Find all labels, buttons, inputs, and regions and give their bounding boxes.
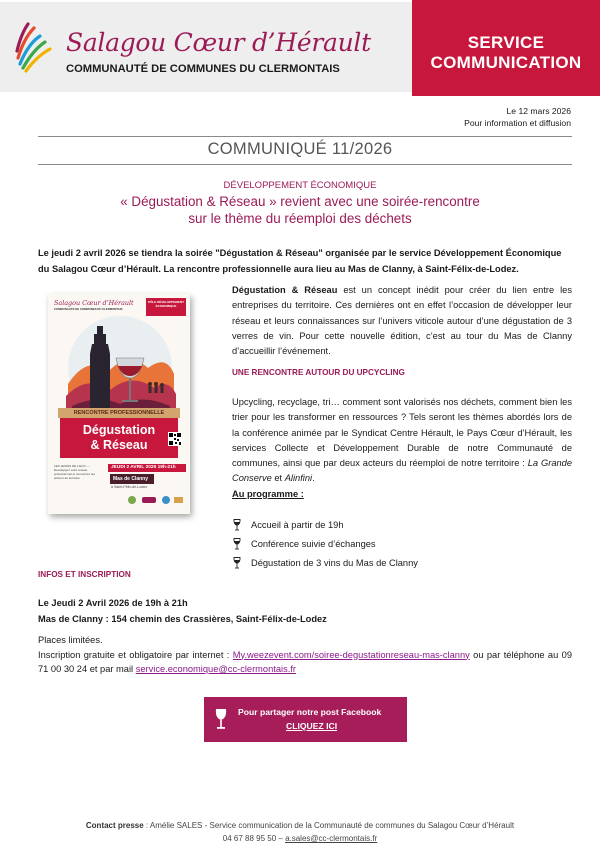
wine-glass-icon [232,538,242,550]
section-label: DÉVELOPPEMENT ÉCONOMIQUE [223,180,377,191]
list-item [232,515,572,534]
program-title: Au programme : [232,489,304,499]
press-contact-mail-link[interactable]: a.sales@cc-clermontais.fr [285,834,378,843]
service-line-1: SERVICE [467,33,545,52]
program-item-label: Conférence suivie d’échanges [251,538,376,549]
infos-heading: INFOS ET INSCRIPTION [38,570,131,579]
date-block [464,105,571,129]
infos-when-where [38,596,327,627]
places-limited: Places limitées. [38,635,103,645]
wine-glass-icon [232,519,242,531]
registration-link[interactable]: My.weezevent.com/soiree-degustationreseau-mas-clanny [232,649,470,660]
event-datetime: Le Jeudi 2 Avril 2026 de 19h à 21h [38,598,188,608]
registration-phone: ou par téléphone au 09 71 00 30 24 et par mail [38,649,572,674]
wine-glass-icon [232,557,242,569]
intro-paragraph: Le jeudi 2 avril 2026 se tiendra la soirée "Dégustation & Réseau" organisée par le service Développement Économique du Salagou Cœur d’Hérault. La rencontre professionnelle aura lieu au Mas de Clanny, à Saint-Félix-de-Lodez. [38,248,562,274]
upcycling-heading: UNE RENCONTRE AUTOUR DU UPCYCLING [232,368,405,377]
partner-and: et [271,473,285,484]
headline [0,193,600,227]
sponsor-logos [124,494,184,506]
press-contact-label: Contact presse [85,821,144,830]
logo [14,18,414,82]
title-rule-top [38,136,572,137]
poster-title-line-2: & Réseau [90,438,148,452]
logo-rays-icon [14,18,70,74]
poster-place: Mas de Clanny [110,474,154,484]
date-line: Le 12 mars 2026 [506,106,571,116]
paragraph-end: . [312,473,315,484]
program-item-label: Accueil à partir de 19h [251,519,344,530]
facebook-share-button[interactable] [204,697,407,742]
event-poster [48,294,190,514]
facebook-button-label: Pour partager notre post Facebook [238,707,382,717]
poster-logo-subtitle: COMMUNAUTÉ DE COMMUNES DU CLERMONTAIS [54,307,123,311]
press-contact [0,819,600,832]
poster-title-line-1: Dégustation [82,423,156,437]
diffusion-line: Pour information et diffusion [464,118,571,128]
page-footer [0,819,600,845]
partner-2: Alinfini [284,473,313,484]
page-title: COMMUNIQUÉ 11/2026 [207,140,393,158]
headline-line-2: sur le thème du réemploi des déchets [188,211,412,226]
service-badge [412,0,600,96]
program-list [232,515,572,572]
description-paragraph [232,283,572,359]
registration-mail-link[interactable]: service.economique@cc-clermontais.fr [135,664,296,674]
upcycling-paragraph [232,395,572,487]
press-contact-text: : Amélie SALES - Service communication de la Communauté de communes du Salagou Cœur d’Hérault [143,821,515,830]
event-address: Mas de Clanny : 154 chemin des Crassières, Saint-Félix-de-Lodez [38,613,327,624]
poster-logo: Salagou Cœur d’Hérault [54,299,134,307]
headline-line-1: « Dégustation & Réseau » revient avec une soirée-rencontre [120,194,480,209]
service-line-2: COMMUNICATION [430,53,582,72]
poster-date: JEUDI 2 AVRIL 2026 19h-21h [108,464,186,472]
poster-left-text: LES JEUDIS DE L'ECO — Développez votre réseau professionnel et rencontrez les acteurs du territoire [54,464,95,480]
list-item [232,534,572,553]
registration-paragraph [38,648,572,677]
list-item [232,553,572,572]
poster-city: à Saint-Félix-de-Lodez [111,485,148,489]
press-contact-details [0,832,600,845]
logo-title: Salagou Cœur d’Hérault [66,28,371,57]
poster-title [60,418,178,458]
description-text: est un concept inédit pour créer du lien entre les entreprises du territoire. Ces dernières ont en effet l’occasion de développer leur réseau et leurs connaissances sur l’univers viticole autour d’une dégustation de 3 verres de vin. Pour cette nouvelle édition, c’est au tour du Mas de Clanny d’accueillir l’événement. [232,285,572,357]
facebook-button-link[interactable]: CLIQUEZ ICI [286,721,338,731]
upcycling-text: Upcycling, recyclage, tri… comment sont valorisés nos déchets, comment bien les trier pour les transformer en ressources ? Tels seront les thèmes abordés lors de la conférence animée par le Syndicat Centre Hérault, le Pays Cœur d’Hérault, les services Collecte et Développement Durable de notre Communauté de communes, ainsi que par deux acteurs du réemploi de notre territoire : [232,397,572,469]
poster-illustration [58,314,182,422]
press-contact-phone: 04 67 88 95 50 – [222,834,286,843]
poster-tag: PÔLE DÉVELOPPEMENT ÉCONOMIQUE [146,298,186,316]
partner-1: La Grande Conserve [232,458,572,484]
registration-text [38,633,572,677]
program-item-label: Dégustation de 3 vins du Mas de Clanny [251,557,418,568]
description-lead: Dégustation & Réseau [232,285,338,295]
page-header [0,0,600,96]
qr-code-icon [168,432,182,446]
wine-glass-icon [214,708,228,730]
registration-label: Inscription gratuite et obligatoire par internet : [38,649,233,660]
logo-subtitle: COMMUNAUTÉ DE COMMUNES DU CLERMONTAIS [66,63,340,75]
title-rule-bottom [38,164,572,165]
poster-ribbon: RENCONTRE PROFESSIONNELLE [58,408,180,418]
